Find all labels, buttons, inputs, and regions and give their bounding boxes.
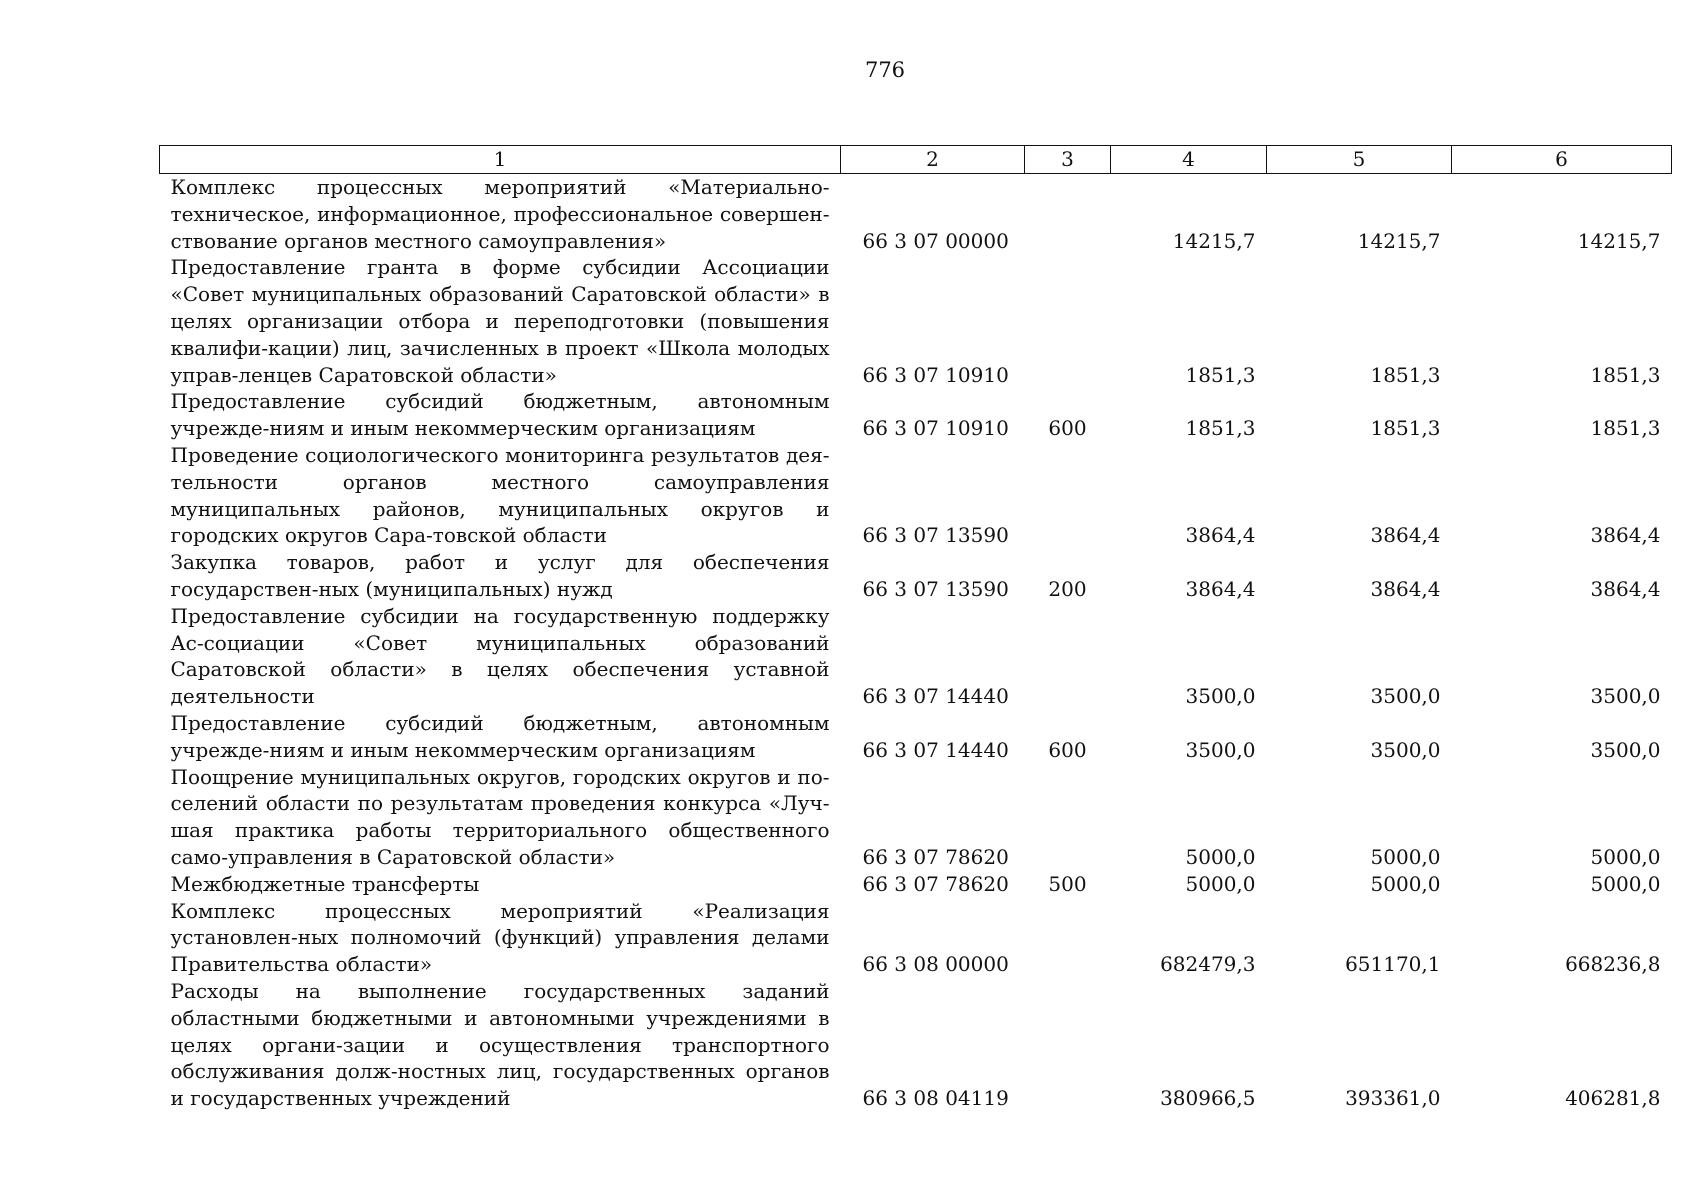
table-row — [160, 898, 1672, 978]
page-number: 776 — [864, 58, 906, 82]
row-value-col5: 3500,0 — [1370, 684, 1441, 709]
row-description: Поощрение муниципальных округов, городских округов и по-селений области по результатам проведения конкурса «Луч-шая практика работы территориального общественного само-управления в Саратовской области» — [170, 764, 830, 869]
budget-table — [159, 145, 1672, 1112]
row-value-col6: 5000,0 — [1590, 871, 1661, 896]
row-value-col6: 3500,0 — [1590, 737, 1661, 762]
row-code: 66 3 07 13590 — [862, 523, 1009, 548]
row-value-col5: 1851,3 — [1370, 362, 1441, 387]
table-row — [160, 254, 1672, 388]
row-value-col5: 5000,0 — [1370, 871, 1441, 896]
column-header-1: 1 — [160, 146, 841, 174]
row-value-col5: 651170,1 — [1345, 952, 1441, 977]
table-row — [160, 764, 1672, 871]
row-description: Комплекс процессных мероприятий «Материально-техническое, информационное, профессиональное совершен-ствование органов местного самоуправления» — [170, 175, 830, 253]
table-row — [160, 442, 1672, 549]
row-expense-type: 600 — [1048, 737, 1087, 762]
table-header — [160, 146, 1672, 174]
column-header-6: 6 — [1452, 146, 1672, 174]
table-row — [160, 174, 1672, 255]
row-code: 66 3 07 10910 — [862, 362, 1009, 387]
row-value-col6: 406281,8 — [1565, 1086, 1661, 1111]
column-header-2: 2 — [841, 146, 1025, 174]
row-description: Межбюджетные трансферты — [170, 871, 480, 896]
row-expense-type — [1025, 898, 1111, 978]
row-expense-type — [1025, 764, 1111, 871]
row-value-col5: 14215,7 — [1357, 228, 1441, 253]
row-value-col6: 14215,7 — [1577, 228, 1661, 253]
row-value-col4: 5000,0 — [1185, 844, 1256, 869]
row-description: Предоставление субсидий бюджетным, автономным учрежде-ниям и иным некоммерческим организациям — [170, 710, 830, 762]
table-row — [160, 603, 1672, 710]
row-value-col4: 14215,7 — [1172, 228, 1256, 253]
table-row — [160, 871, 1672, 898]
row-expense-type — [1025, 174, 1111, 255]
row-code: 66 3 07 00000 — [862, 228, 1009, 253]
row-code: 66 3 07 78620 — [862, 844, 1009, 869]
row-code: 66 3 07 78620 — [862, 871, 1009, 896]
row-description: Предоставление субсидий бюджетным, автономным учрежде-ниям и иным некоммерческим организациям — [170, 389, 830, 441]
row-value-col4: 3864,4 — [1185, 523, 1256, 548]
row-code: 66 3 07 10910 — [862, 416, 1009, 441]
row-description: Расходы на выполнение государственных заданий областными бюджетными и автономными учреждениями в целях органи-зации и осуществления транспортного обслуживания долж-ностных лиц, государственных органов и государственных учреждений — [170, 978, 830, 1111]
row-description: Закупка товаров, работ и услуг для обеспечения государствен-ных (муниципальных) нужд — [170, 550, 830, 601]
row-expense-type — [1025, 254, 1111, 388]
row-expense-type — [1025, 603, 1111, 710]
row-value-col6: 668236,8 — [1565, 952, 1661, 977]
row-value-col4: 380966,5 — [1160, 1086, 1256, 1111]
row-value-col4: 1851,3 — [1185, 416, 1256, 441]
column-header-4: 4 — [1111, 146, 1267, 174]
row-description: Проведение социологического мониторинга результатов дея-тельности органов местного самоуправления муниципальных районов, муниципальных округов и городских округов Сара-товской области — [170, 442, 830, 548]
header-row — [160, 146, 1672, 174]
row-value-col4: 3500,0 — [1185, 737, 1256, 762]
row-value-col6: 3864,4 — [1590, 576, 1661, 601]
table-row — [160, 388, 1672, 442]
table-body — [160, 174, 1672, 1112]
row-value-col6: 1851,3 — [1590, 416, 1661, 441]
row-value-col5: 393361,0 — [1345, 1086, 1441, 1111]
row-code: 66 3 07 14440 — [862, 737, 1009, 762]
row-code: 66 3 08 04119 — [862, 1086, 1009, 1111]
row-value-col6: 3864,4 — [1590, 523, 1661, 548]
row-expense-type: 200 — [1048, 576, 1087, 601]
row-value-col4: 3864,4 — [1185, 576, 1256, 601]
table-row — [160, 978, 1672, 1112]
row-description: Комплекс процессных мероприятий «Реализация установлен-ных полномочий (функций) управления делами Правительства области» — [170, 898, 830, 977]
row-value-col5: 1851,3 — [1370, 416, 1441, 441]
row-code: 66 3 08 00000 — [862, 952, 1009, 977]
row-value-col4: 1851,3 — [1185, 362, 1256, 387]
row-expense-type: 500 — [1048, 871, 1087, 896]
row-value-col5: 3864,4 — [1370, 576, 1441, 601]
row-value-col6: 1851,3 — [1590, 362, 1661, 387]
table-row — [160, 710, 1672, 764]
table-row — [160, 549, 1672, 603]
row-expense-type — [1025, 978, 1111, 1112]
row-value-col5: 5000,0 — [1370, 844, 1441, 869]
row-code: 66 3 07 13590 — [862, 576, 1009, 601]
row-value-col6: 3500,0 — [1590, 684, 1661, 709]
row-description: Предоставление гранта в форме субсидии Ассоциации «Совет муниципальных образований Саратовской области» в целях организации отбора и переподготовки (повышения квалифи-кации) лиц, зачисленных в проект «Школа молодых управ-ленцев Саратовской области» — [170, 255, 830, 387]
column-header-3: 3 — [1025, 146, 1111, 174]
row-value-col5: 3500,0 — [1370, 737, 1441, 762]
row-expense-type — [1025, 442, 1111, 549]
row-code: 66 3 07 14440 — [862, 684, 1009, 709]
row-value-col4: 682479,3 — [1160, 952, 1256, 977]
column-header-5: 5 — [1267, 146, 1452, 174]
row-value-col5: 3864,4 — [1370, 523, 1441, 548]
row-value-col4: 3500,0 — [1185, 684, 1256, 709]
row-value-col4: 5000,0 — [1185, 871, 1256, 896]
row-expense-type: 600 — [1048, 416, 1087, 441]
row-value-col6: 5000,0 — [1590, 844, 1661, 869]
row-description: Предоставление субсидии на государственную поддержку Ас-социации «Совет муниципальных образований Саратовской области» в целях обеспечения уставной деятельности — [170, 603, 830, 709]
